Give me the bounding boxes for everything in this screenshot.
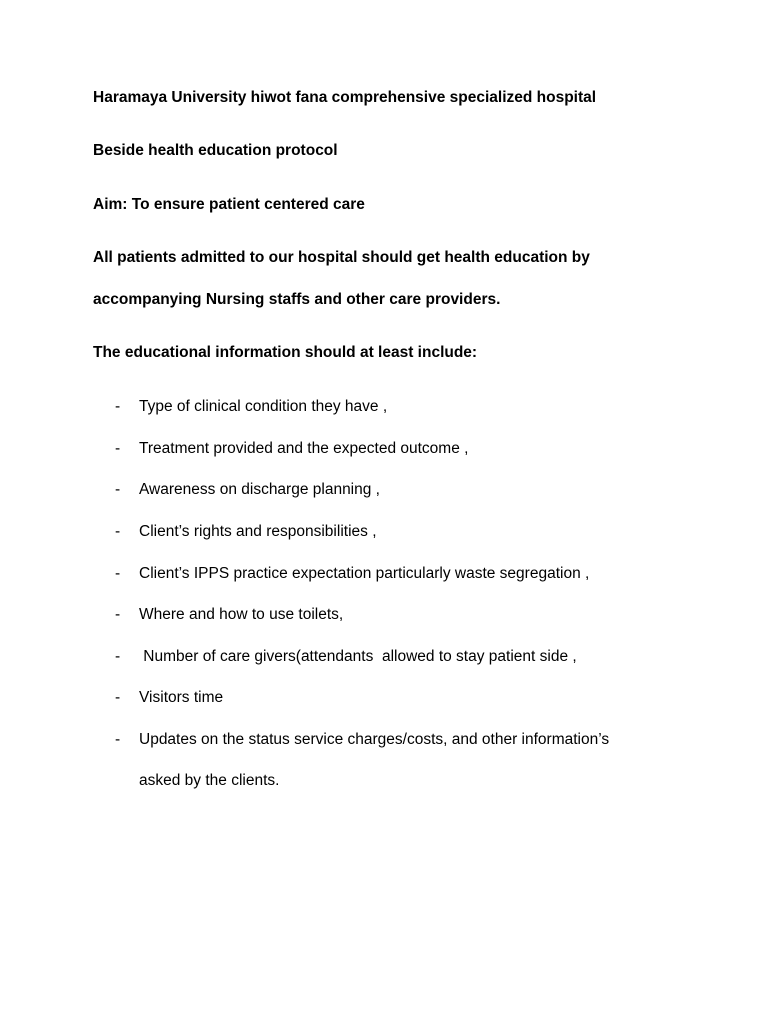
list-bullet: - xyxy=(115,648,121,665)
list-item-text: Client’s IPPS practice expectation particularly waste segregation , xyxy=(139,565,590,582)
policy-statement-line-1: All patients admitted to our hospital should get health education by xyxy=(93,249,590,266)
list-bullet: - xyxy=(115,523,121,540)
list-bullet: - xyxy=(115,440,121,457)
document-subtitle: Beside health education protocol xyxy=(93,142,338,159)
list-bullet: - xyxy=(115,481,121,498)
list-bullet: - xyxy=(115,689,121,706)
list-item-continuation-text: asked by the clients. xyxy=(139,772,280,789)
list-item-text: Treatment provided and the expected outcome , xyxy=(139,440,469,457)
aim-statement: Aim: To ensure patient centered care xyxy=(93,196,365,213)
list-item-text: Number of care givers(attendants allowed to stay patient side , xyxy=(139,648,577,665)
list-item-text: Where and how to use toilets, xyxy=(139,606,344,623)
list-item-text: Awareness on discharge planning , xyxy=(139,481,380,498)
list-intro: The educational information should at least include: xyxy=(93,344,478,361)
list-bullet: - xyxy=(115,398,121,415)
document-title: Haramaya University hiwot fana comprehensive specialized hospital xyxy=(93,89,597,106)
list-item-text: Updates on the status service charges/costs, and other information’s xyxy=(139,731,610,748)
list-bullet: - xyxy=(115,565,121,582)
list-item-text: Visitors time xyxy=(139,689,224,706)
list-bullet: - xyxy=(115,606,121,623)
list-bullet: - xyxy=(115,731,121,748)
list-item-text: Client’s rights and responsibilities , xyxy=(139,523,377,540)
list-item-text: Type of clinical condition they have , xyxy=(139,398,388,415)
policy-statement-line-2: accompanying Nursing staffs and other care providers. xyxy=(93,291,501,308)
